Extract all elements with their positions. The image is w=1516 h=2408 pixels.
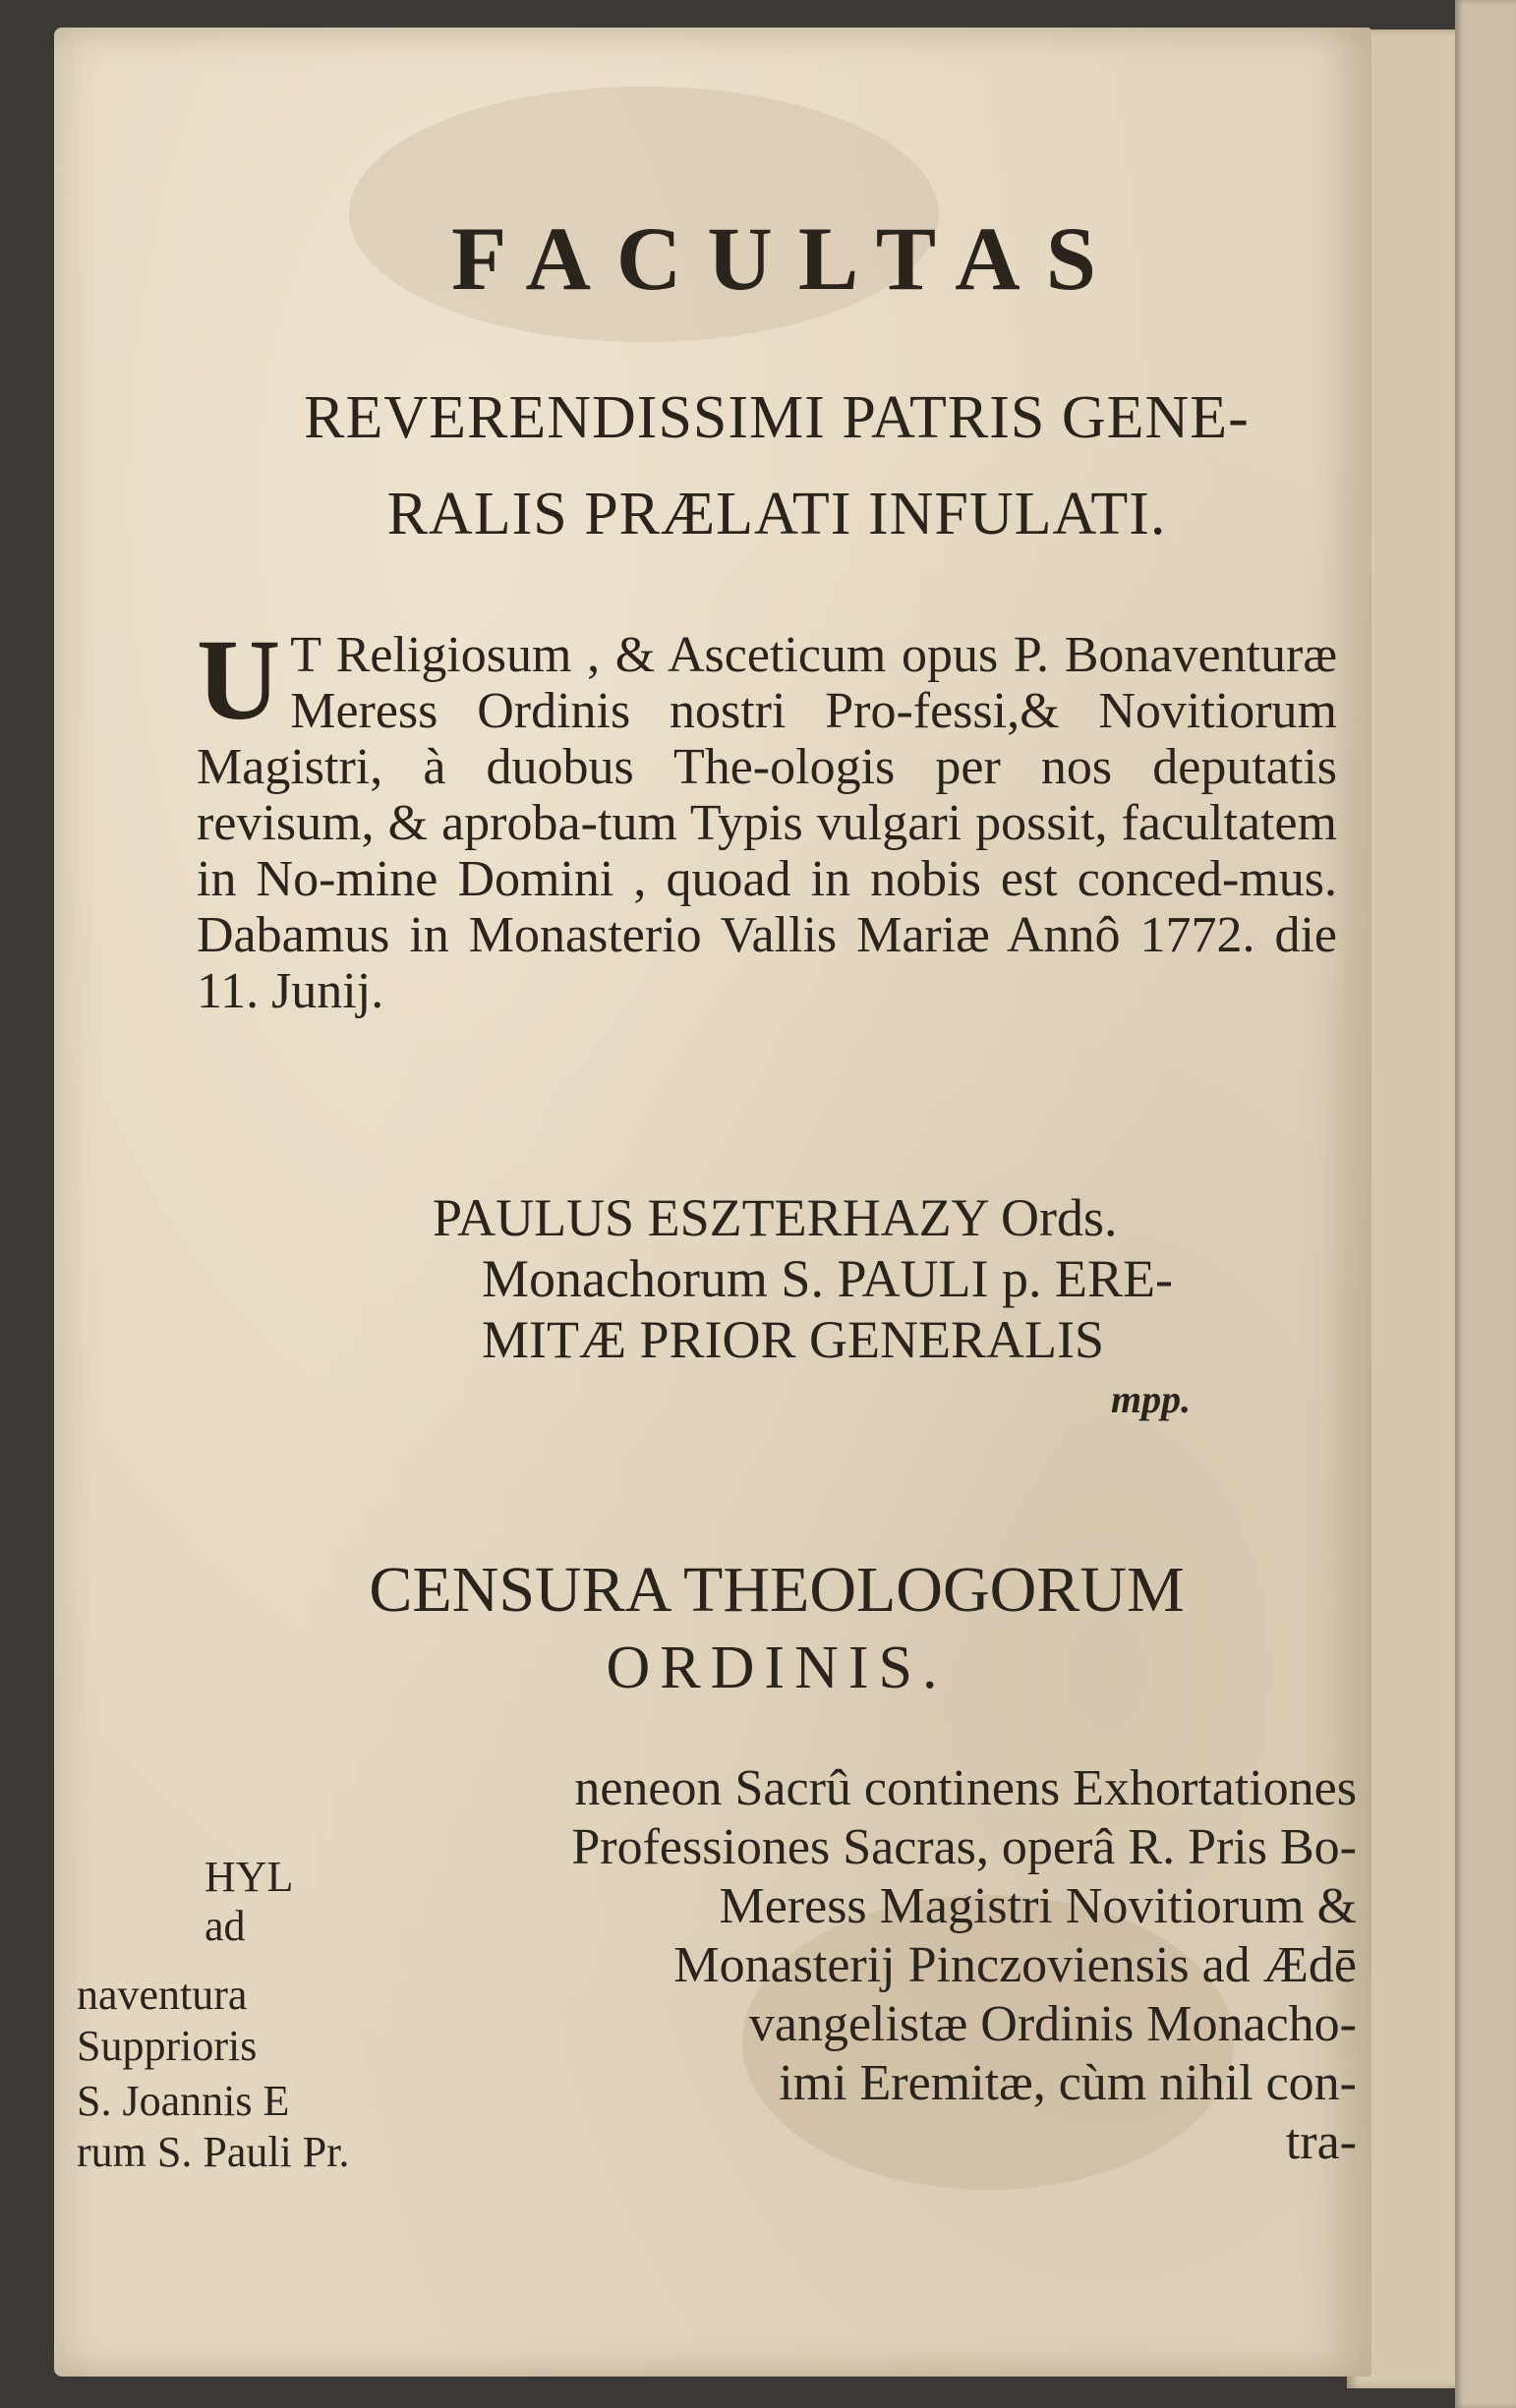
signature-line-3: MITÆ PRIOR GENERALIS	[482, 1310, 1105, 1369]
signature-line-2: Monachorum S. PAULI p. ERE-	[482, 1249, 1173, 1308]
fragment-left-line: ad	[204, 1902, 246, 1950]
fragment-left-line: naventura	[77, 1971, 248, 2019]
fragment-left-line: Supprioris	[77, 2022, 258, 2070]
fragment-line: tra-	[1285, 2114, 1357, 2170]
fragment-line: neneon Sacrû continens Exhortationes	[574, 1760, 1357, 1816]
fragment-left-line: S. Joannis E	[77, 2077, 290, 2125]
subtitle-line-2: RALIS PRÆLATI INFULATI.	[386, 481, 1167, 547]
fragment-line: vangelistæ Ordinis Monacho-	[748, 1996, 1357, 2052]
fragment-left-line: rum S. Pauli Pr.	[77, 2128, 350, 2176]
censura-heading-line-1: CENSURA THEOLOGORUM	[369, 1554, 1185, 1626]
censura-heading-line-2: ORDINIS.	[606, 1634, 948, 1701]
drop-cap: U	[197, 615, 281, 744]
signature-block	[433, 1187, 1337, 1370]
fragment-line: Meress Magistri Novitiorum &	[719, 1878, 1357, 1934]
book-edge	[1455, 0, 1516, 2408]
page-title: FACULTAS	[451, 208, 1122, 309]
mpp-mark: mpp.	[1111, 1377, 1192, 1421]
fragment-left-line: HYL	[204, 1853, 294, 1901]
fragment-line: imi Eremitæ, cùm nihil con-	[779, 2055, 1357, 2111]
fragment-line: Monasterij Pinczoviensis ad Ædē	[673, 1937, 1357, 1993]
fragment-line: Professiones Sacras, operâ R. Pris Bo-	[571, 1819, 1357, 1875]
faculty-paragraph	[197, 615, 1337, 1019]
subtitle-line-1: REVERENDISSIMI PATRIS GENE-	[304, 384, 1250, 451]
paragraph-text: T Religiosum , & Asceticum opus P. Bonaventuræ Meress Ordinis nostri Pro-fessi,& Novitiorum Magistri, à duobus The-ologis per nos deputatis revisum, & aproba-tum Typis vulgari possit, facultatem in No-mine Domini , quoad in nobis est conced-mus. Dabamus in Monasterio Vallis Mariæ Annô 1772. die 11. Junij.	[197, 627, 1337, 1019]
signature-line-1: PAULUS ESZTERHAZY Ords.	[433, 1188, 1118, 1247]
